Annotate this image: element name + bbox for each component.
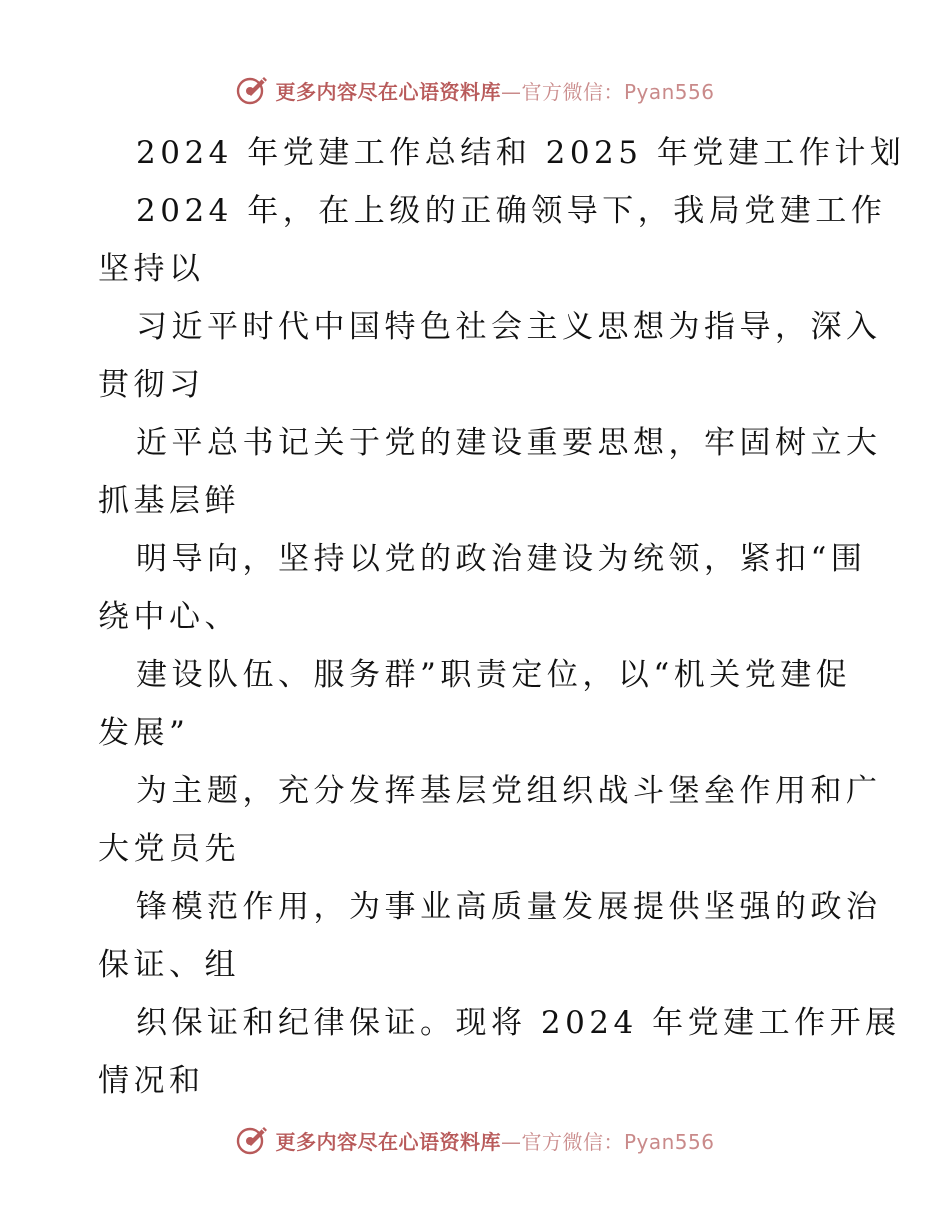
paragraph-line: 明导向，坚持以党的政治建设为统领，紧扣“围 [136, 541, 867, 577]
paragraph-line: 为主题，充分发挥基层党组织战斗堡垒作用和广 [136, 773, 882, 809]
paragraph-line: 织保证和纪律保证。现将 2024 年党建工作开展 [136, 1005, 901, 1041]
paragraph-line: 发展” [98, 715, 190, 751]
paragraph-line: 锋模范作用，为事业高质量发展提供坚强的政治 [136, 889, 882, 925]
paragraph-line: 情况和 [98, 1063, 205, 1099]
paragraph-line: 习近平时代中国特色社会主义思想为指导，深入 [136, 309, 882, 345]
paragraph-line: 坚持以 [98, 251, 205, 287]
pen-logo-icon [235, 73, 269, 107]
paragraph-line: 建设队伍、服务群”职责定位，以“机关党建促 [136, 657, 852, 693]
watermark-text: 更多内容尽在心语资料库—官方微信：Pyan556 [275, 1129, 715, 1154]
paragraph-line: 保证、组 [98, 947, 240, 983]
paragraph-line: 近平总书记关于党的建设重要思想，牢固树立大 [136, 425, 882, 461]
paragraph-line: 2024 年，在上级的正确领导下，我局党建工作 [136, 193, 887, 229]
document-body [98, 124, 906, 1110]
footer-watermark [0, 1120, 950, 1160]
pen-logo-icon [235, 1123, 269, 1157]
paragraph-line: 贯彻习 [98, 367, 205, 403]
paragraph-line: 大党员先 [98, 831, 240, 867]
watermark-text: 更多内容尽在心语资料库—官方微信：Pyan556 [275, 79, 715, 104]
header-watermark [0, 70, 950, 110]
document-title: 2024 年党建工作总结和 2025 年党建工作计划 [136, 135, 906, 171]
paragraph-line: 绕中心、 [98, 599, 240, 635]
paragraph-line: 抓基层鲜 [98, 483, 240, 519]
